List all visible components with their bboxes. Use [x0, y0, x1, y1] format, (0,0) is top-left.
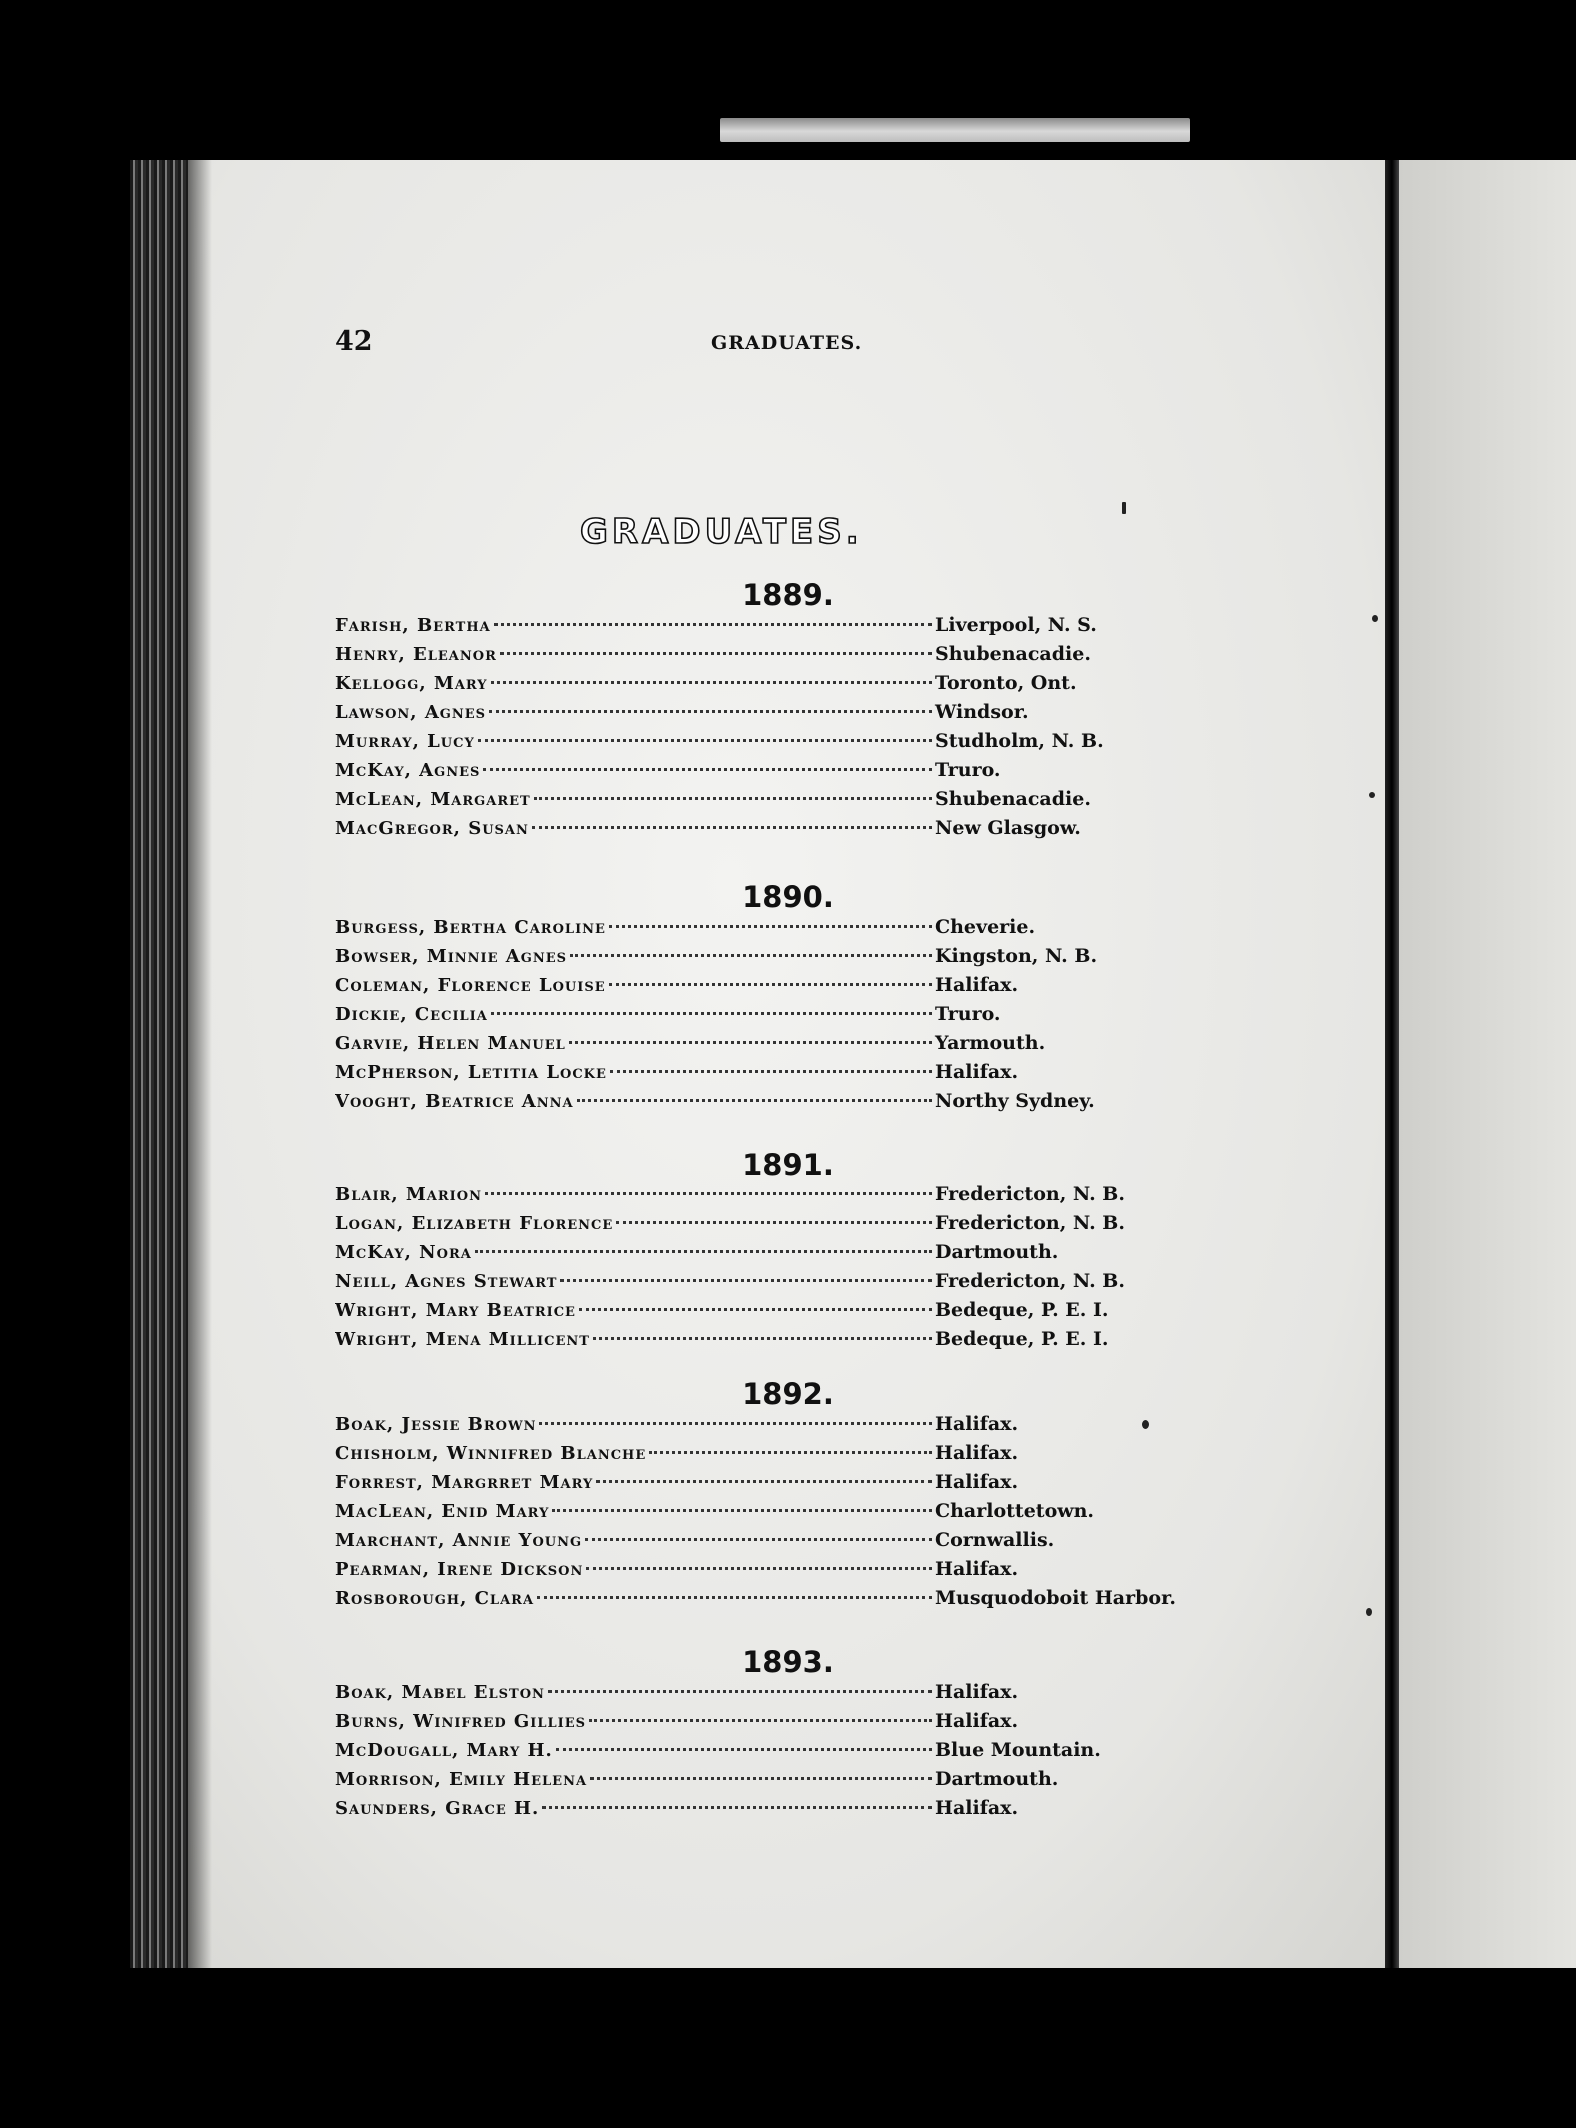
year-heading: 1890.: [742, 880, 834, 914]
dot-leader: [596, 1480, 932, 1483]
dot-leader: [579, 1308, 932, 1311]
graduate-place: Northy Sydney.: [935, 1090, 1095, 1112]
graduate-name: Chisholm, Winnifred Blanche: [335, 1443, 647, 1464]
scan-speck: [1372, 615, 1378, 622]
list-item: [335, 1471, 1235, 1500]
graduate-name: Bowser, Minnie Agnes: [335, 946, 568, 967]
list-item: [335, 672, 1235, 701]
graduate-name: Marchant, Annie Young: [335, 1530, 583, 1551]
graduate-place: Halifax.: [935, 1442, 1019, 1464]
graduate-place: Shubenacadie.: [935, 643, 1091, 665]
graduate-name: Pearman, Irene Dickson: [335, 1559, 584, 1580]
list-item: [335, 1739, 1235, 1768]
book-tab-strip: [720, 118, 1190, 142]
graduate-name: Wright, Mena Millicent: [335, 1329, 590, 1350]
list-item: [335, 759, 1235, 788]
dot-leader: [491, 681, 932, 684]
graduate-name: Murray, Lucy: [335, 731, 475, 752]
graduate-name: Wright, Mary Beatrice: [335, 1300, 576, 1321]
dot-leader: [609, 983, 932, 986]
graduate-place: Toronto, Ont.: [935, 672, 1077, 694]
graduate-name: Rosborough, Clara: [335, 1588, 535, 1609]
graduate-name: Coleman, Florence Louise: [335, 975, 606, 996]
list-item: [335, 1768, 1235, 1797]
graduate-name: Farish, Bertha: [335, 615, 491, 636]
dot-leader: [485, 1192, 932, 1195]
dot-leader: [539, 1422, 932, 1425]
graduate-name: Henry, Eleanor: [335, 644, 497, 665]
list-item: [335, 1529, 1235, 1558]
list-item: [335, 1587, 1235, 1616]
dot-leader: [489, 710, 932, 713]
dot-leader: [593, 1337, 932, 1340]
graduate-list: [335, 916, 1235, 1119]
dot-leader: [500, 652, 932, 655]
graduate-place: Bedeque, P. E. I.: [935, 1299, 1109, 1321]
dot-leader: [570, 954, 932, 957]
dot-leader: [649, 1451, 932, 1454]
graduate-name: McPherson, Letitia Locke: [335, 1062, 607, 1083]
list-item: [335, 1299, 1235, 1328]
graduate-place: Yarmouth.: [935, 1032, 1046, 1054]
graduate-place: Halifax.: [935, 1061, 1019, 1083]
graduate-place: Musquodoboit Harbor.: [935, 1587, 1176, 1609]
book-gutter: [1385, 160, 1399, 1968]
dot-leader: [560, 1279, 932, 1282]
list-item: [335, 1090, 1235, 1119]
year-heading: 1892.: [742, 1377, 834, 1411]
graduate-place: Truro.: [935, 1003, 1001, 1025]
graduate-name: McKay, Agnes: [335, 760, 481, 781]
graduate-place: Dartmouth.: [935, 1768, 1059, 1790]
adjacent-page: [1399, 160, 1576, 1968]
graduate-place: Fredericton, N. B.: [935, 1183, 1125, 1205]
spine-shadow: [188, 160, 212, 1968]
graduate-name: Kellogg, Mary: [335, 673, 488, 694]
graduate-name: Boak, Mabel Elston: [335, 1682, 545, 1703]
graduate-place: Kingston, N. B.: [935, 945, 1098, 967]
dot-leader: [585, 1538, 932, 1541]
graduate-place: Halifax.: [935, 1797, 1019, 1819]
graduate-place: Fredericton, N. B.: [935, 1270, 1125, 1292]
year-heading: 1891.: [742, 1148, 834, 1182]
dot-leader: [483, 768, 932, 771]
list-item: [335, 1328, 1235, 1357]
graduate-place: Dartmouth.: [935, 1241, 1059, 1263]
graduate-list: [335, 1183, 1235, 1357]
graduate-name: McDougall, Mary H.: [335, 1740, 553, 1761]
graduate-place: Cheverie.: [935, 916, 1036, 938]
list-item: [335, 1003, 1235, 1032]
list-item: [335, 1032, 1235, 1061]
graduate-name: Blair, Marion: [335, 1184, 482, 1205]
graduate-place: Halifax.: [935, 1558, 1019, 1580]
dot-leader: [610, 1070, 932, 1073]
dot-leader: [534, 797, 932, 800]
dot-leader: [537, 1596, 932, 1599]
graduate-name: MacGregor, Susan: [335, 818, 529, 839]
list-item: [335, 1212, 1235, 1241]
dot-leader: [548, 1690, 932, 1693]
dot-leader: [609, 925, 932, 928]
graduate-place: Halifax.: [935, 1681, 1019, 1703]
dot-leader: [494, 623, 932, 626]
graduate-list: [335, 1413, 1235, 1616]
list-item: [335, 1270, 1235, 1299]
dot-leader: [491, 1012, 932, 1015]
graduate-name: Logan, Elizabeth Florence: [335, 1213, 614, 1234]
list-item: [335, 945, 1235, 974]
graduate-name: Garvie, Helen Manuel: [335, 1033, 566, 1054]
graduate-place: Halifax.: [935, 1471, 1019, 1493]
list-item: [335, 1710, 1235, 1739]
dot-leader: [589, 1719, 932, 1722]
list-item: [335, 1500, 1235, 1529]
graduate-place: Liverpool, N. S.: [935, 614, 1097, 636]
graduate-name: McKay, Nora: [335, 1242, 472, 1263]
running-head: [335, 326, 1255, 366]
graduate-name: MacLean, Enid Mary: [335, 1501, 550, 1522]
graduate-list: [335, 1681, 1235, 1826]
graduate-place: New Glasgow.: [935, 817, 1081, 839]
graduate-place: Blue Mountain.: [935, 1739, 1101, 1761]
graduate-name: Neill, Agnes Stewart: [335, 1271, 558, 1292]
graduate-place: Windsor.: [935, 701, 1029, 723]
graduate-place: Charlottetown.: [935, 1500, 1095, 1522]
list-item: [335, 788, 1235, 817]
dot-leader: [556, 1748, 932, 1751]
graduate-list: [335, 614, 1235, 846]
graduate-name: Morrison, Emily Helena: [335, 1769, 588, 1790]
graduate-place: Halifax.: [935, 1413, 1019, 1435]
graduate-name: Vooght, Beatrice Anna: [335, 1091, 574, 1112]
graduate-place: Truro.: [935, 759, 1001, 781]
graduate-name: Forrest, Margrret Mary: [335, 1472, 594, 1493]
graduate-name: Dickie, Cecilia: [335, 1004, 488, 1025]
year-heading: 1893.: [742, 1645, 834, 1679]
dot-leader: [475, 1250, 932, 1253]
list-item: [335, 1061, 1235, 1090]
graduate-name: Burns, Winifred Gillies: [335, 1711, 587, 1732]
graduate-place: Halifax.: [935, 974, 1019, 996]
year-heading: 1889.: [742, 578, 834, 612]
dot-leader: [478, 739, 932, 742]
scan-speck: [1366, 1608, 1372, 1616]
scan-speck: [1369, 792, 1375, 798]
list-item: [335, 1558, 1235, 1587]
graduate-name: Burgess, Bertha Caroline: [335, 917, 606, 938]
dot-leader: [616, 1221, 932, 1224]
graduate-name: Boak, Jessie Brown: [335, 1414, 537, 1435]
dot-leader: [552, 1509, 932, 1512]
list-item: [335, 817, 1235, 846]
dot-leader: [542, 1806, 932, 1809]
graduate-place: Bedeque, P. E. I.: [935, 1328, 1109, 1350]
graduate-name: Lawson, Agnes: [335, 702, 487, 723]
list-item: [335, 1413, 1235, 1442]
running-title: GRADUATES.: [711, 332, 863, 354]
graduate-name: McLean, Margaret: [335, 789, 531, 810]
dot-leader: [586, 1567, 932, 1570]
list-item: [335, 1183, 1235, 1212]
list-item: [335, 916, 1235, 945]
list-item: [335, 1797, 1235, 1826]
dot-leader: [532, 826, 932, 829]
graduate-place: Fredericton, N. B.: [935, 1212, 1125, 1234]
list-item: [335, 1681, 1235, 1710]
graduate-place: Studholm, N. B.: [935, 730, 1104, 752]
graduate-place: Halifax.: [935, 1710, 1019, 1732]
graduate-place: Cornwallis.: [935, 1529, 1055, 1551]
scan-speck: [1122, 502, 1126, 514]
graduate-place: Shubenacadie.: [935, 788, 1091, 810]
dot-leader: [577, 1099, 932, 1102]
list-item: [335, 614, 1235, 643]
list-item: [335, 974, 1235, 1003]
page-number: 42: [335, 326, 373, 357]
book-page-edges: [130, 160, 190, 1968]
page-title: GRADUATES.: [580, 512, 863, 552]
dot-leader: [569, 1041, 932, 1044]
dot-leader: [590, 1777, 932, 1780]
graduate-name: Saunders, Grace H.: [335, 1798, 540, 1819]
list-item: [335, 730, 1235, 759]
list-item: [335, 643, 1235, 672]
list-item: [335, 1442, 1235, 1471]
list-item: [335, 701, 1235, 730]
list-item: [335, 1241, 1235, 1270]
